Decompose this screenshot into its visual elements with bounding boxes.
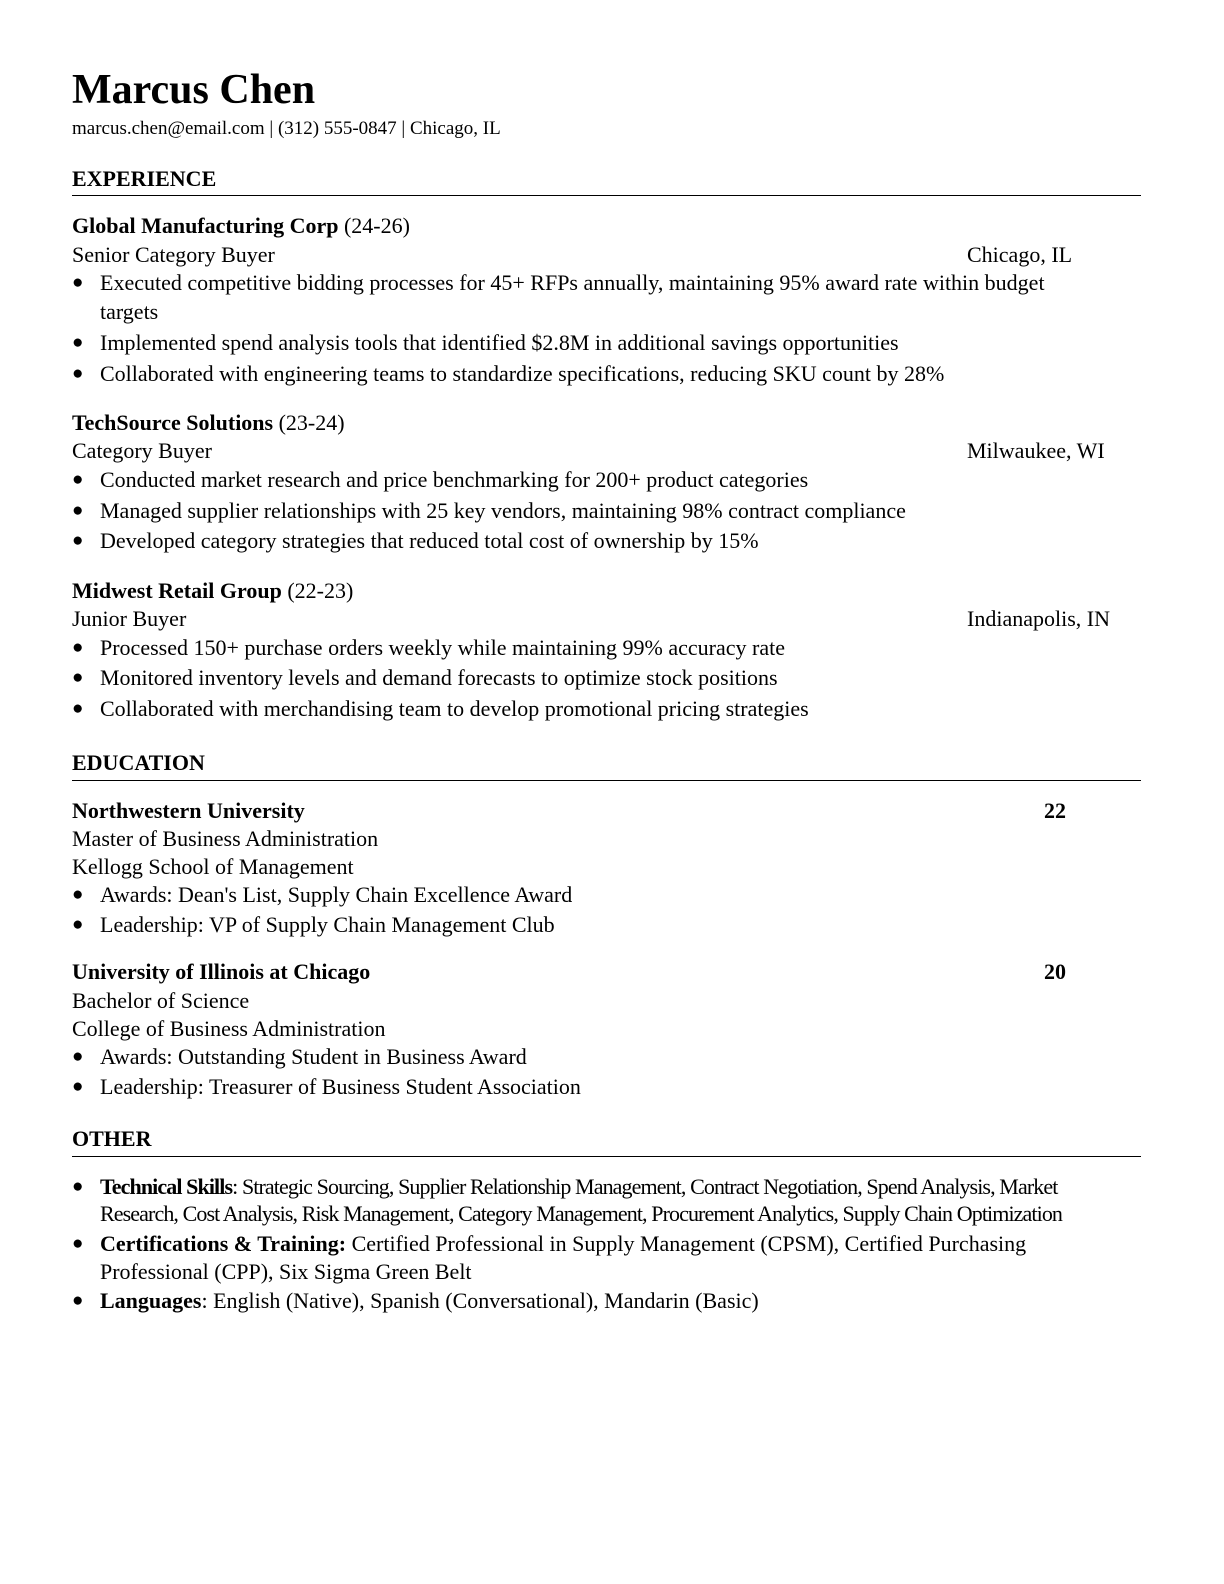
bullet-text: Awards: Outstanding Student in Business Award bbox=[100, 1044, 527, 1069]
education-divider bbox=[72, 780, 1141, 781]
other-item-label: Technical Skills bbox=[100, 1174, 233, 1199]
contact-line: marcus.chen@email.com | (312) 555-0847 | Chicago, IL bbox=[72, 118, 501, 139]
bullet-text: Awards: Dean's List, Supply Chain Excellence Award bbox=[100, 882, 573, 907]
job-company: Midwest Retail Group bbox=[72, 578, 282, 603]
job-location: Milwaukee, WI bbox=[967, 438, 1105, 463]
school-college: Kellogg School of Management bbox=[72, 854, 354, 879]
job-header bbox=[72, 577, 353, 605]
resume-name: Marcus Chen bbox=[72, 67, 316, 113]
school-college: College of Business Administration bbox=[72, 1016, 386, 1041]
job-location: Indianapolis, IN bbox=[967, 606, 1110, 631]
bullet-icon: ● bbox=[72, 914, 84, 935]
bullet-text: Leadership: Treasurer of Business Student Association bbox=[100, 1074, 581, 1099]
bullet-text: Processed 150+ purchase orders weekly while maintaining 99% accuracy rate bbox=[100, 635, 785, 660]
school-name: Northwestern University bbox=[72, 798, 305, 823]
bullet-icon: ● bbox=[72, 272, 84, 293]
other-item-label: Languages bbox=[100, 1288, 202, 1313]
job-company: TechSource Solutions bbox=[72, 410, 274, 435]
school-name: University of Illinois at Chicago bbox=[72, 959, 371, 984]
bullet-text: Executed competitive bidding processes for 45+ RFPs annually, maintaining 95% award rate within budget bbox=[100, 270, 1045, 295]
job-role: Category Buyer bbox=[72, 438, 212, 463]
other-heading: OTHER bbox=[72, 1126, 152, 1151]
bullet-icon: ● bbox=[72, 667, 84, 688]
bullet-text: targets bbox=[100, 299, 159, 324]
bullet-icon: ● bbox=[72, 1233, 84, 1254]
job-dates: (24-26) bbox=[343, 213, 410, 238]
bullet-icon: ● bbox=[72, 332, 84, 353]
bullet-text: Implemented spend analysis tools that identified $2.8M in additional savings opportunities bbox=[100, 330, 899, 355]
other-item-text: English (Native), Spanish (Conversational), Mandarin (Basic) bbox=[207, 1288, 759, 1313]
experience-divider bbox=[72, 195, 1141, 196]
bullet-text: Leadership: VP of Supply Chain Management Club bbox=[100, 912, 555, 937]
bullet-icon: ● bbox=[72, 1076, 84, 1097]
bullet-text: Developed category strategies that reduced total cost of ownership by 15% bbox=[100, 528, 759, 553]
school-degree: Master of Business Administration bbox=[72, 826, 379, 851]
job-header bbox=[72, 212, 410, 240]
bullet-text: Monitored inventory levels and demand forecasts to optimize stock positions bbox=[100, 665, 778, 690]
other-item-sep: : bbox=[232, 1174, 238, 1199]
job-dates: (23-24) bbox=[278, 410, 345, 435]
bullet-icon: ● bbox=[72, 469, 84, 490]
other-item-label: Certifications & Training: bbox=[100, 1231, 347, 1256]
bullet-icon: ● bbox=[72, 363, 84, 384]
other-item-text: Professional (CPP), Six Sigma Green Belt bbox=[100, 1259, 472, 1284]
other-item-text: Certified Professional in Supply Management (CPSM), Certified Purchasing bbox=[346, 1231, 1027, 1256]
job-location: Chicago, IL bbox=[967, 242, 1073, 267]
bullet-icon: ● bbox=[72, 1290, 84, 1311]
other-divider bbox=[72, 1156, 1141, 1157]
bullet-icon: ● bbox=[72, 500, 84, 521]
bullet-icon: ● bbox=[72, 1046, 84, 1067]
job-company: Global Manufacturing Corp bbox=[72, 213, 339, 238]
bullet-text: Conducted market research and price benchmarking for 200+ product categories bbox=[100, 467, 809, 492]
experience-heading: EXPERIENCE bbox=[72, 166, 217, 191]
bullet-icon: ● bbox=[72, 1176, 84, 1197]
job-header bbox=[72, 409, 345, 437]
other-item-sep: : bbox=[201, 1288, 208, 1313]
school-year: 22 bbox=[1044, 798, 1066, 823]
bullet-text: Managed supplier relationships with 25 key vendors, maintaining 98% contract compliance bbox=[100, 498, 906, 523]
school-degree: Bachelor of Science bbox=[72, 988, 250, 1013]
bullet-text: Collaborated with engineering teams to standardize specifications, reducing SKU count by 28% bbox=[100, 361, 945, 386]
other-item-text: Strategic Sourcing, Supplier Relationship Management, Contract Negotiation, Spend Analysis, Market bbox=[237, 1174, 1058, 1199]
bullet-icon: ● bbox=[72, 530, 84, 551]
bullet-icon: ● bbox=[72, 698, 84, 719]
job-role: Senior Category Buyer bbox=[72, 242, 275, 267]
bullet-text: Collaborated with merchandising team to develop promotional pricing strategies bbox=[100, 696, 809, 721]
school-year: 20 bbox=[1044, 959, 1066, 984]
education-heading: EDUCATION bbox=[72, 750, 205, 775]
job-role: Junior Buyer bbox=[72, 606, 187, 631]
bullet-icon: ● bbox=[72, 884, 84, 905]
other-item-text: Research, Cost Analysis, Risk Management, Category Management, Procurement Analytics, Supply Chain Optimization bbox=[100, 1201, 1063, 1226]
job-dates: (22-23) bbox=[287, 578, 354, 603]
bullet-icon: ● bbox=[72, 637, 84, 658]
